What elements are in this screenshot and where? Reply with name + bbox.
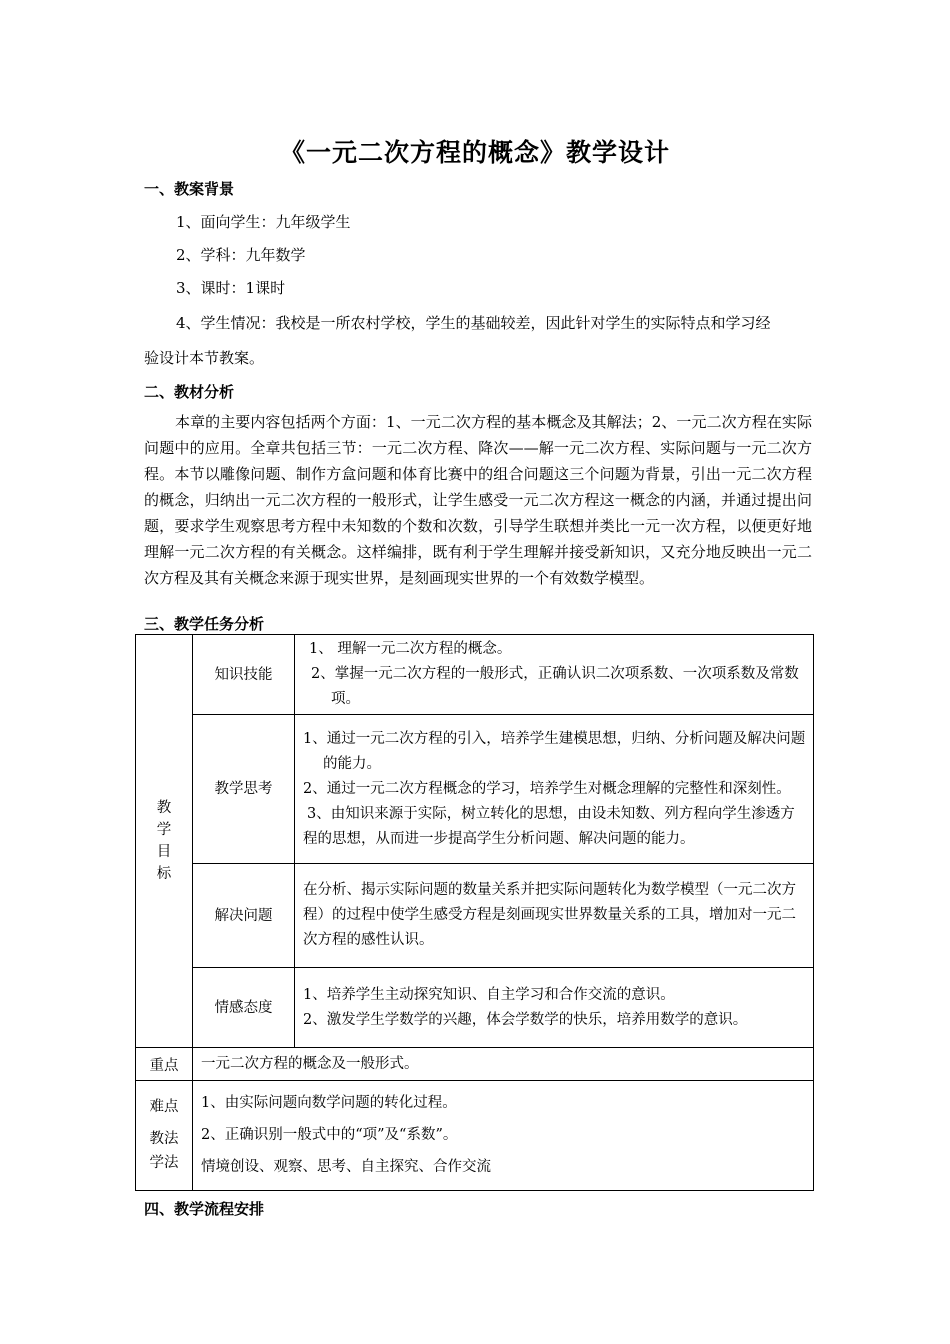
teaching-goal-label: 教学目标 <box>156 800 172 882</box>
material-analysis-paragraph: 本章的主要内容包括两个方面：1、一元二次方程的基本概念及其解法；2、一元二次方程在实际问题中的应用。全章共包括三节：一元二次方程、降次——解一元二次方程、实际问题与一元二次方程。本节以雕像问题、制作方盒问题和体育比赛中的组合问题这三个问题为背景，引出一元二次方程的概念，归纳出一元二次方程的一般形式，让学生感受一元二次方程这一概念的内涵，并通过提出问题，要求学生观察思考方程中未知数的个数和次数，引导学生联想并类比一元一次方程，以便更好地理解一元二次方程的有关概念。这样编排，既有利于学生理解并接受新知识，又充分地反映出一元二次方程及其有关概念来源于现实世界，是刻画现实世界的一个有效数学模型。 <box>144 413 812 587</box>
background-item-1: 1、面向学生：九年级学生 <box>176 213 351 231</box>
row-label: 解决问题 <box>214 907 273 924</box>
row-label-cell <box>193 864 295 968</box>
attitude-line-2: 2、激发学生学数学的兴趣，体会学数学的快乐，培养用数学的意识。 <box>303 1011 748 1028</box>
key-point-label: 重点 <box>149 1057 179 1074</box>
row-label-cell <box>193 715 295 864</box>
difficulty-line-1: 1、由实际问题向数学问题的转化过程。 <box>201 1095 457 1111</box>
row-content-cell <box>295 864 814 968</box>
section-heading-material-analysis: 二、教材分析 <box>144 383 235 401</box>
background-item-4-continued: 验设计本节教案。 <box>144 349 265 367</box>
difficulty-line-2: 2、正确识别一般式中的“项”及“系数”。 <box>201 1127 458 1143</box>
task-analysis-table <box>135 634 814 1191</box>
difficulty-label: 难点 <box>149 1099 179 1115</box>
method-text: 情境创设、观察、思考、自主探究、合作交流 <box>201 1159 491 1175</box>
difficulty-method-label-cell <box>136 1081 193 1191</box>
table-row <box>136 715 814 864</box>
row-content-cell <box>295 968 814 1048</box>
row-content-cell <box>295 715 814 864</box>
difficulty-method-cell <box>193 1081 814 1191</box>
section-heading-teaching-flow: 四、教学流程安排 <box>144 1200 265 1218</box>
knowledge-line-2: 2、掌握一元二次方程的一般形式，正确认识二次项系数、一次项系数及常数项。 <box>311 666 799 707</box>
document-title: 《一元二次方程的概念》教学设计 <box>279 138 670 167</box>
thinking-line-1: 1、通过一元二次方程的引入，培养学生建模思想，归纳、分析问题及解决问题的能力。 <box>303 730 806 772</box>
background-item-4: 4、学生情况：我校是一所农村学校，学生的基础较差，因此针对学生的实际特点和学习经 <box>176 314 771 332</box>
section-heading-background: 一、教案背景 <box>144 180 235 198</box>
row-label: 知识技能 <box>214 666 273 683</box>
row-content-cell <box>295 635 814 715</box>
method-label: 教法学法 <box>149 1131 179 1171</box>
table-row <box>136 968 814 1048</box>
table-row <box>136 1048 814 1081</box>
background-item-2: 2、学科：九年数学 <box>176 246 306 264</box>
key-point-cell <box>193 1048 814 1081</box>
row-label: 情感态度 <box>214 999 273 1016</box>
section-heading-task-analysis: 三、教学任务分析 <box>144 615 265 633</box>
row-label: 教学思考 <box>214 781 273 797</box>
table-row <box>136 635 814 715</box>
attitude-line-1: 1、培养学生主动探究知识、自主学习和合作交流的意识。 <box>303 986 675 1003</box>
table-row <box>136 864 814 968</box>
thinking-line-2: 2、通过一元二次方程概念的学习，培养学生对概念理解的完整性和深刻性。 <box>303 780 791 797</box>
row-label-cell <box>193 635 295 715</box>
key-point-text: 一元二次方程的概念及一般形式。 <box>201 1055 419 1072</box>
solve-problem-text: 在分析、揭示实际问题的数量关系并把实际问题转化为数学模型（一元二次方程）的过程中使学生感受方程是刻画现实世界数量关系的工具，增加对一元二次方程的感性认识。 <box>303 882 796 948</box>
background-item-3: 3、课时：1课时 <box>176 279 286 297</box>
knowledge-line-1: 1、 理解一元二次方程的概念。 <box>309 641 512 657</box>
thinking-line-3: 3、由知识来源于实际，树立转化的思想，由设未知数、列方程向学生渗透方程的思想，从而进一步提高学生分析问题、解决问题的能力。 <box>303 805 795 847</box>
teaching-goal-cell <box>136 635 193 1048</box>
row-label-cell <box>193 968 295 1048</box>
key-point-label-cell <box>136 1048 193 1081</box>
table-row <box>136 1081 814 1191</box>
